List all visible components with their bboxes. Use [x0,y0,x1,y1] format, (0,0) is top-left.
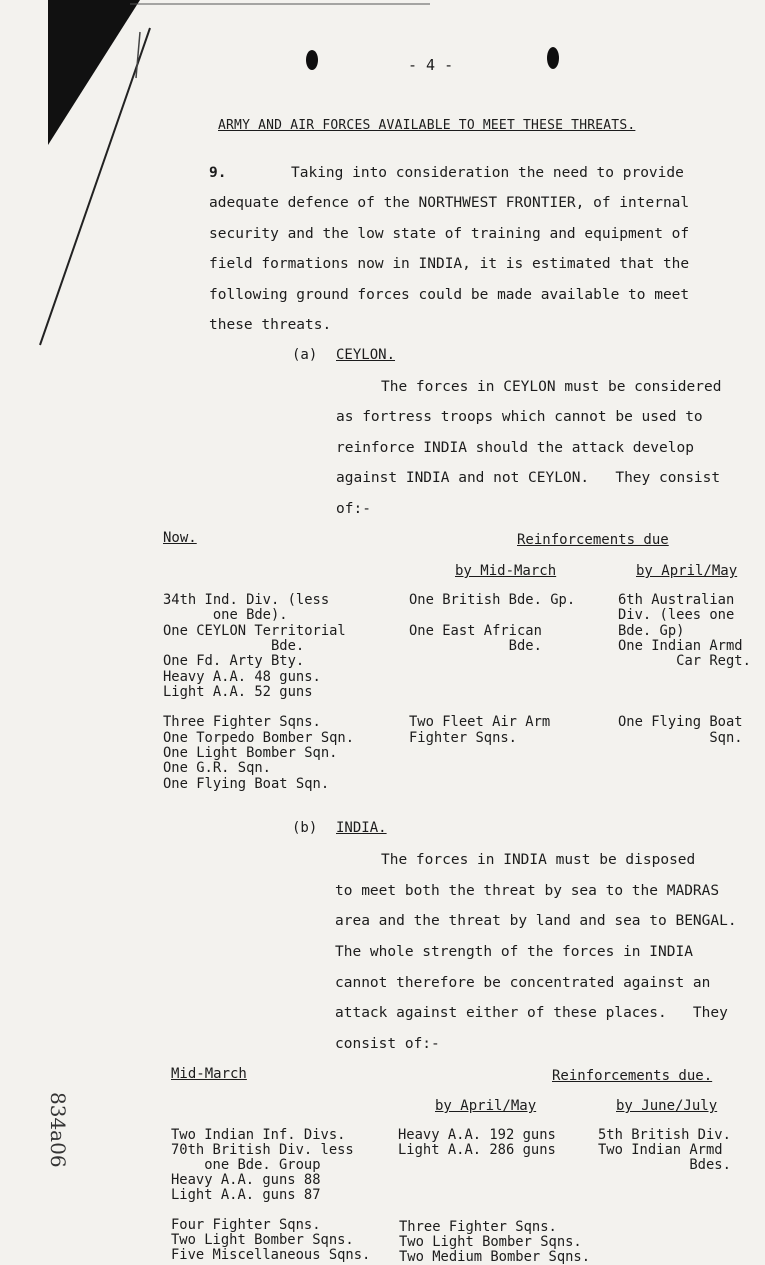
paragraph-line: security and the low state of training and equipment of [209,226,690,242]
punch-hole-right [547,47,559,69]
subsection-label: (b) [292,820,318,836]
table-cell: Heavy A.A. 192 guns [398,1127,556,1143]
table-cell: one Bde. Group [171,1157,321,1173]
table-cell: Light A.A. guns 87 [171,1187,321,1203]
table-cell: Bdes. [598,1157,731,1173]
column-header-reinforcements: Reinforcements due. [552,1068,713,1084]
page-number: - 4 - [408,56,454,74]
table-cell: Heavy A.A. 48 guns. [163,669,321,685]
paragraph-line: reinforce INDIA should the attack develop [336,440,694,456]
table-cell: One Indian Armd [618,638,743,654]
table-cell: Bde. [163,638,305,654]
table-cell: 34th Ind. Div. (less [163,592,330,608]
paragraph-line: following ground forces could be made available to meet [209,287,690,303]
paragraph-line: The forces in CEYLON must be considered [381,379,722,395]
table-cell: 70th British Div. less [171,1142,354,1158]
table-cell: Two Medium Bomber Sqns. [399,1249,591,1265]
paragraph-line: against INDIA and not CEYLON. They consist [336,470,721,486]
table-cell: 6th Australian [618,592,735,608]
paragraph-line: of:- [336,501,371,517]
table-cell: Two Light Bomber Sqns. [399,1234,582,1250]
column-subheader: by April/May [636,563,738,579]
table-cell: One Flying Boat Sqn. [163,776,330,792]
table-cell: Five Miscellaneous Sqns. [171,1247,371,1263]
paragraph-line: Taking into consideration the need to provide [291,165,684,181]
table-cell: Three Fighter Sqns. [163,714,321,730]
column-subheader: by Mid-March [455,563,557,579]
table-cell: Bde. Gp) [618,623,685,639]
paragraph-line: these threats. [209,317,332,333]
subsection-label: (a) [292,347,318,363]
column-subheader: by April/May [435,1098,537,1114]
table-cell: Car Regt. [618,653,751,669]
paragraph-line: The forces in INDIA must be disposed [381,852,696,868]
table-cell: Fighter Sqns. [409,730,517,746]
table-cell: Heavy A.A. guns 88 [171,1172,321,1188]
subsection-title: CEYLON. [336,347,396,363]
table-cell: Two Fleet Air Arm [409,714,551,730]
subsection-title: INDIA. [336,820,387,836]
table-cell: 5th British Div. [598,1127,731,1143]
paragraph-number: 9. [209,165,227,181]
margin-reference-number: 834a06 [46,1092,70,1168]
table-cell: Light A.A. 286 guns [398,1142,556,1158]
table-cell: Div. (lees one [618,607,735,623]
paragraph-line: to meet both the threat by sea to the MADRAS [335,883,720,899]
table-cell: Four Fighter Sqns. [171,1217,321,1233]
table-cell: One Torpedo Bomber Sqn. [163,730,355,746]
table-cell: One Flying Boat [618,714,743,730]
column-header-now: Mid-March [171,1066,247,1082]
paragraph-line: area and the threat by land and sea to BENGAL. [335,913,737,929]
paragraph-line: attack against either of these places. They [335,1005,728,1021]
column-header-now: Now. [163,530,197,546]
table-cell: One British Bde. Gp. [409,592,576,608]
table-cell: Sqn. [618,730,743,746]
section-heading: ARMY AND AIR FORCES AVAILABLE TO MEET THESE THREATS. [218,118,636,133]
paragraph-line: consist of:- [335,1036,440,1052]
column-subheader: by June/July [616,1098,718,1114]
table-cell: Two Indian Inf. Divs. [171,1127,346,1143]
table-cell: One East African [409,623,542,639]
table-cell: One CEYLON Territorial [163,623,346,639]
table-cell: Two Light Bomber Sqns. [171,1232,354,1248]
column-header-reinforcements: Reinforcements due [517,532,669,548]
paragraph-line: adequate defence of the NORTHWEST FRONTIER, of internal [209,195,690,211]
paragraph-line: field formations now in INDIA, it is estimated that the [209,256,690,272]
table-cell: one Bde). [163,607,288,623]
table-cell: Bde. [409,638,542,654]
paragraph-line: The whole strength of the forces in INDIA [335,944,693,960]
table-cell: One Fd. Arty Bty. [163,653,305,669]
table-cell: Two Indian Armd [598,1142,723,1158]
table-cell: One G.R. Sqn. [163,760,271,776]
paragraph-line: cannot therefore be concentrated against an [335,975,711,991]
table-cell: One Light Bomber Sqn. [163,745,338,761]
table-cell: Light A.A. 52 guns [163,684,313,700]
punch-hole-left [306,50,318,70]
table-cell: Three Fighter Sqns. [399,1219,557,1235]
paragraph-line: as fortress troops which cannot be used to [336,409,703,425]
